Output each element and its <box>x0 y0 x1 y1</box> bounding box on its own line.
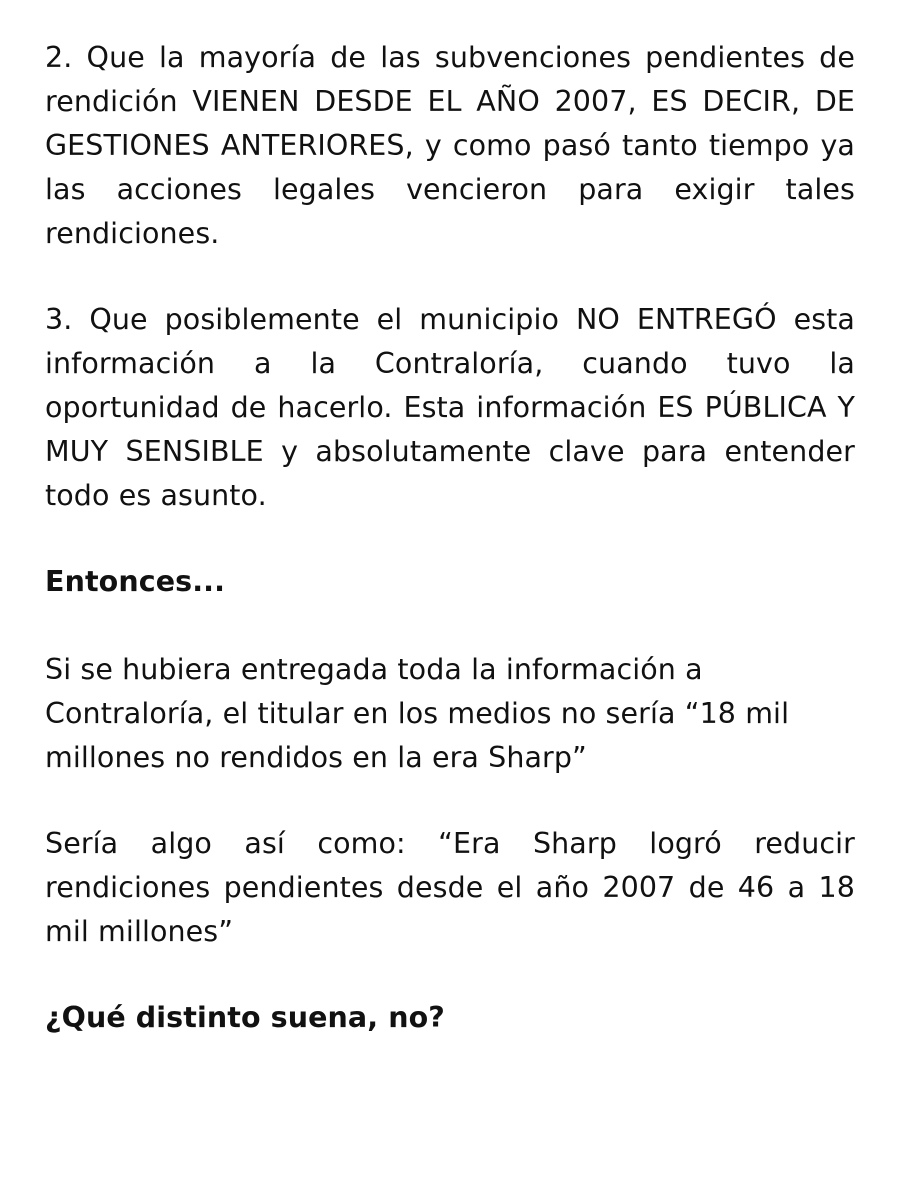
closing-question: ¿Qué distinto suena, no? <box>45 1001 445 1034</box>
paragraph-si-se-hubiera: Si se hubiera entregada toda la información a Contraloría, el titular en los medios no sería “18 mil millones no rendidos en la era Sharp” <box>45 653 790 774</box>
paragraph-point-3: 3. Que posiblemente el municipio NO ENTREGÓ esta información a la Contraloría, cuando tuvo la oportunidad de hacerlo. Esta información ES PÚBLICA Y MUY SENSIBLE y absolutamente clave para entender todo es asunto. <box>45 303 855 512</box>
document-body <box>45 36 855 1084</box>
paragraph-point-2: 2. Que la mayoría de las subvenciones pendientes de rendición VIENEN DESDE EL AÑO 2007, ES DECIR, DE GESTIONES ANTERIORES, y como pasó tanto tiempo ya las acciones legales vencieron para exigir tales rendiciones. <box>45 41 855 250</box>
paragraph-seria-algo-asi: Sería algo así como: “Era Sharp logró reducir rendiciones pendientes desde el año 2007 de 46 a 18 mil millones” <box>45 827 855 948</box>
heading-entonces: Entonces... <box>45 565 226 598</box>
